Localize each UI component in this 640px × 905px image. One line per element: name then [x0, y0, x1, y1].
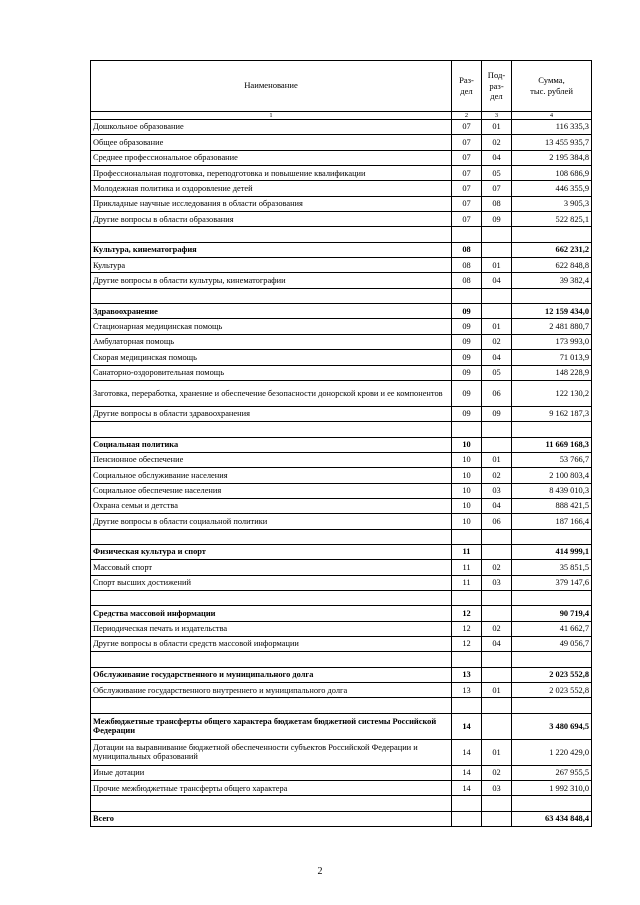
- row-subsection-cell: [482, 304, 512, 319]
- spacer-row: [91, 227, 592, 242]
- empty-cell: [512, 796, 592, 811]
- row-sum-cell: 187 166,4: [512, 514, 592, 529]
- row-sum-cell: 8 439 010,3: [512, 483, 592, 498]
- row-section-cell: 09: [452, 334, 482, 349]
- row-name-cell: Прикладные научные исследования в области образования: [91, 196, 452, 211]
- row-subsection-cell: 02: [482, 621, 512, 636]
- table-body: [91, 120, 592, 827]
- empty-cell: [512, 698, 592, 713]
- table-row: [91, 781, 592, 796]
- row-name-cell: Скорая медицинская помощь: [91, 350, 452, 365]
- row-subsection-cell: [482, 811, 512, 826]
- table-row: [91, 739, 592, 765]
- row-name-cell: Профессиональная подготовка, переподготовка и повышение квалификации: [91, 166, 452, 181]
- row-section-cell: 08: [452, 273, 482, 288]
- column-header-name: Наименование: [91, 61, 452, 112]
- column-number: 4: [512, 112, 592, 120]
- column-number: 3: [482, 112, 512, 120]
- empty-cell: [91, 288, 452, 303]
- row-sum-cell: 41 662,7: [512, 621, 592, 636]
- row-sum-cell: 888 421,5: [512, 498, 592, 513]
- row-sum-cell: 446 355,9: [512, 181, 592, 196]
- table-row: [91, 350, 592, 365]
- table-row: [91, 273, 592, 288]
- table-row: [91, 334, 592, 349]
- row-subsection-cell: 02: [482, 560, 512, 575]
- row-section-cell: 10: [452, 498, 482, 513]
- row-section-cell: 08: [452, 242, 482, 257]
- row-section-cell: 10: [452, 483, 482, 498]
- table-row: [91, 575, 592, 590]
- row-subsection-cell: [482, 667, 512, 682]
- spacer-row: [91, 796, 592, 811]
- row-name-cell: Здравоохранение: [91, 304, 452, 319]
- table-row: [91, 196, 592, 211]
- empty-cell: [91, 698, 452, 713]
- row-sum-cell: 53 766,7: [512, 452, 592, 467]
- empty-cell: [452, 422, 482, 437]
- empty-cell: [482, 227, 512, 242]
- row-section-cell: 10: [452, 437, 482, 452]
- table-row: [91, 181, 592, 196]
- spacer-row: [91, 422, 592, 437]
- row-sum-cell: 9 162 187,3: [512, 406, 592, 421]
- row-name-cell: Стационарная медицинская помощь: [91, 319, 452, 334]
- row-subsection-cell: [482, 242, 512, 257]
- spacer-row: [91, 288, 592, 303]
- empty-cell: [512, 227, 592, 242]
- row-name-cell: Другие вопросы в области культуры, кинематографии: [91, 273, 452, 288]
- row-subsection-cell: 05: [482, 365, 512, 380]
- empty-cell: [482, 288, 512, 303]
- row-section-cell: 14: [452, 713, 482, 739]
- column-header-section-line2: дел: [460, 86, 473, 96]
- row-subsection-cell: 01: [482, 258, 512, 273]
- column-header-section-line1: Раз-: [459, 75, 474, 86]
- row-sum-cell: 1 220 429,0: [512, 739, 592, 765]
- row-name-cell: Молодежная политика и оздоровление детей: [91, 181, 452, 196]
- empty-cell: [512, 590, 592, 605]
- row-section-cell: 12: [452, 637, 482, 652]
- empty-cell: [452, 652, 482, 667]
- row-sum-cell: 267 955,5: [512, 765, 592, 780]
- row-subsection-cell: 02: [482, 468, 512, 483]
- row-name-cell: Социальная политика: [91, 437, 452, 452]
- row-sum-cell: 63 434 848,4: [512, 811, 592, 826]
- empty-cell: [452, 288, 482, 303]
- empty-cell: [482, 529, 512, 544]
- table-row: [91, 498, 592, 513]
- row-section-cell: 14: [452, 739, 482, 765]
- row-sum-cell: 2 023 552,8: [512, 667, 592, 682]
- row-section-cell: 10: [452, 468, 482, 483]
- row-sum-cell: 2 195 384,8: [512, 150, 592, 165]
- row-subsection-cell: 04: [482, 498, 512, 513]
- row-subsection-cell: 01: [482, 739, 512, 765]
- empty-cell: [482, 796, 512, 811]
- row-section-cell: 07: [452, 135, 482, 150]
- row-sum-cell: 13 455 935,7: [512, 135, 592, 150]
- empty-cell: [91, 422, 452, 437]
- row-sum-cell: 2 023 552,8: [512, 683, 592, 698]
- table-row: [91, 560, 592, 575]
- section-total-row: [91, 667, 592, 682]
- table-row: [91, 150, 592, 165]
- row-subsection-cell: 04: [482, 350, 512, 365]
- row-sum-cell: 90 719,4: [512, 606, 592, 621]
- row-section-cell: 12: [452, 606, 482, 621]
- table-row: [91, 452, 592, 467]
- row-name-cell: Другие вопросы в области социальной политики: [91, 514, 452, 529]
- table-row: [91, 258, 592, 273]
- table-row: [91, 135, 592, 150]
- row-subsection-cell: 01: [482, 683, 512, 698]
- table-header-row: [91, 61, 592, 112]
- row-section-cell: 09: [452, 406, 482, 421]
- empty-cell: [91, 652, 452, 667]
- row-subsection-cell: 05: [482, 166, 512, 181]
- row-sum-cell: 116 335,3: [512, 120, 592, 135]
- column-number: 2: [452, 112, 482, 120]
- row-name-cell: Другие вопросы в области образования: [91, 212, 452, 227]
- section-total-row: [91, 544, 592, 559]
- row-sum-cell: 11 669 168,3: [512, 437, 592, 452]
- row-section-cell: 07: [452, 150, 482, 165]
- row-sum-cell: 3 480 694,5: [512, 713, 592, 739]
- row-section-cell: 10: [452, 452, 482, 467]
- table-row: [91, 212, 592, 227]
- row-section-cell: 07: [452, 212, 482, 227]
- empty-cell: [452, 796, 482, 811]
- table-row: [91, 365, 592, 380]
- spacer-row: [91, 529, 592, 544]
- column-header-subsection-line1: Под-: [487, 69, 506, 80]
- row-sum-cell: 2 481 880,7: [512, 319, 592, 334]
- column-number: 1: [91, 112, 452, 120]
- section-total-row: [91, 713, 592, 739]
- row-subsection-cell: [482, 437, 512, 452]
- section-total-row: [91, 304, 592, 319]
- row-name-cell: Заготовка, переработка, хранение и обеспечение безопасности донорской крови и ее компонентов: [91, 380, 452, 406]
- table-row: [91, 621, 592, 636]
- row-name-cell: Охрана семьи и детства: [91, 498, 452, 513]
- row-name-cell: Дотации на выравнивание бюджетной обеспеченности субъектов Российской Федерации и муниципальных образований: [91, 739, 452, 765]
- row-subsection-cell: 01: [482, 452, 512, 467]
- table-row: [91, 319, 592, 334]
- row-name-cell: Культура: [91, 258, 452, 273]
- page-number: 2: [317, 866, 323, 877]
- row-name-cell: Другие вопросы в области здравоохранения: [91, 406, 452, 421]
- table-row: [91, 120, 592, 135]
- row-section-cell: 13: [452, 683, 482, 698]
- row-name-cell: Межбюджетные трансферты общего характера бюджетам бюджетной системы Российской Федерации: [91, 713, 452, 739]
- row-section-cell: 11: [452, 575, 482, 590]
- row-section-cell: [452, 811, 482, 826]
- row-name-cell: Дошкольное образование: [91, 120, 452, 135]
- row-section-cell: 08: [452, 258, 482, 273]
- row-subsection-cell: 03: [482, 575, 512, 590]
- row-name-cell: Пенсионное обеспечение: [91, 452, 452, 467]
- section-total-row: [91, 811, 592, 826]
- empty-cell: [91, 227, 452, 242]
- row-name-cell: Прочие межбюджетные трансферты общего характера: [91, 781, 452, 796]
- row-subsection-cell: 09: [482, 406, 512, 421]
- empty-cell: [512, 422, 592, 437]
- table-row: [91, 637, 592, 652]
- row-name-cell: Другие вопросы в области средств массовой информации: [91, 637, 452, 652]
- row-name-cell: Социальное обслуживание населения: [91, 468, 452, 483]
- row-subsection-cell: 04: [482, 637, 512, 652]
- row-section-cell: 07: [452, 196, 482, 211]
- row-section-cell: 10: [452, 514, 482, 529]
- spacer-row: [91, 590, 592, 605]
- empty-cell: [452, 227, 482, 242]
- row-section-cell: 07: [452, 181, 482, 196]
- spacer-row: [91, 652, 592, 667]
- empty-cell: [91, 529, 452, 544]
- row-name-cell: Всего: [91, 811, 452, 826]
- row-section-cell: 14: [452, 765, 482, 780]
- row-name-cell: Общее образование: [91, 135, 452, 150]
- column-header-subsection: [482, 61, 512, 112]
- table-row: [91, 166, 592, 181]
- row-name-cell: Среднее профессиональное образование: [91, 150, 452, 165]
- row-sum-cell: 3 905,3: [512, 196, 592, 211]
- row-section-cell: 07: [452, 120, 482, 135]
- row-name-cell: Периодическая печать и издательства: [91, 621, 452, 636]
- row-subsection-cell: 04: [482, 150, 512, 165]
- section-total-row: [91, 437, 592, 452]
- row-sum-cell: 108 686,9: [512, 166, 592, 181]
- row-subsection-cell: 02: [482, 765, 512, 780]
- row-subsection-cell: [482, 544, 512, 559]
- row-sum-cell: 35 851,5: [512, 560, 592, 575]
- table-row: [91, 683, 592, 698]
- row-section-cell: 11: [452, 544, 482, 559]
- row-name-cell: Иные дотации: [91, 765, 452, 780]
- row-sum-cell: 49 056,7: [512, 637, 592, 652]
- row-section-cell: 09: [452, 365, 482, 380]
- column-header-sum: [512, 61, 592, 112]
- row-sum-cell: 71 013,9: [512, 350, 592, 365]
- row-sum-cell: 122 130,2: [512, 380, 592, 406]
- row-name-cell: Средства массовой информации: [91, 606, 452, 621]
- row-section-cell: 07: [452, 166, 482, 181]
- empty-cell: [512, 652, 592, 667]
- row-sum-cell: 379 147,6: [512, 575, 592, 590]
- row-name-cell: Обслуживание государственного внутреннего и муниципального долга: [91, 683, 452, 698]
- row-sum-cell: 2 100 803,4: [512, 468, 592, 483]
- table-row: [91, 468, 592, 483]
- row-section-cell: 13: [452, 667, 482, 682]
- empty-cell: [452, 698, 482, 713]
- row-sum-cell: 173 993,0: [512, 334, 592, 349]
- section-total-row: [91, 606, 592, 621]
- column-header-subsection-line2: раз-: [489, 80, 504, 91]
- row-sum-cell: 622 848,8: [512, 258, 592, 273]
- empty-cell: [482, 652, 512, 667]
- row-section-cell: 09: [452, 350, 482, 365]
- row-name-cell: Спорт высших достижений: [91, 575, 452, 590]
- section-total-row: [91, 242, 592, 257]
- row-subsection-cell: [482, 713, 512, 739]
- empty-cell: [512, 288, 592, 303]
- row-sum-cell: 12 159 434,0: [512, 304, 592, 319]
- column-number-row: [91, 112, 592, 120]
- budget-table: [90, 60, 592, 827]
- table-row: [91, 380, 592, 406]
- row-sum-cell: 522 825,1: [512, 212, 592, 227]
- row-name-cell: Культура, кинематография: [91, 242, 452, 257]
- row-subsection-cell: 03: [482, 483, 512, 498]
- empty-cell: [482, 698, 512, 713]
- row-name-cell: Социальное обеспечение населения: [91, 483, 452, 498]
- row-subsection-cell: [482, 606, 512, 621]
- row-sum-cell: 148 228,9: [512, 365, 592, 380]
- empty-cell: [91, 796, 452, 811]
- row-subsection-cell: 06: [482, 514, 512, 529]
- row-name-cell: Физическая культура и спорт: [91, 544, 452, 559]
- row-subsection-cell: 07: [482, 181, 512, 196]
- column-header-section: [452, 61, 482, 112]
- row-subsection-cell: 08: [482, 196, 512, 211]
- row-name-cell: Санаторно-оздоровительная помощь: [91, 365, 452, 380]
- row-name-cell: Обслуживание государственного и муниципального долга: [91, 667, 452, 682]
- empty-cell: [452, 590, 482, 605]
- row-sum-cell: 414 999,1: [512, 544, 592, 559]
- column-header-sum-line2: тыс. рублей: [530, 86, 573, 96]
- empty-cell: [452, 529, 482, 544]
- table-row: [91, 406, 592, 421]
- row-section-cell: 12: [452, 621, 482, 636]
- table-row: [91, 514, 592, 529]
- empty-cell: [482, 422, 512, 437]
- row-name-cell: Массовый спорт: [91, 560, 452, 575]
- empty-cell: [512, 529, 592, 544]
- empty-cell: [482, 590, 512, 605]
- row-sum-cell: 662 231,2: [512, 242, 592, 257]
- row-subsection-cell: 03: [482, 781, 512, 796]
- row-subsection-cell: 09: [482, 212, 512, 227]
- row-sum-cell: 39 382,4: [512, 273, 592, 288]
- table-row: [91, 765, 592, 780]
- row-subsection-cell: 02: [482, 135, 512, 150]
- row-name-cell: Амбулаторная помощь: [91, 334, 452, 349]
- row-subsection-cell: 04: [482, 273, 512, 288]
- row-subsection-cell: 01: [482, 319, 512, 334]
- row-section-cell: 09: [452, 319, 482, 334]
- row-section-cell: 09: [452, 304, 482, 319]
- row-subsection-cell: 01: [482, 120, 512, 135]
- column-header-subsection-line3: дел: [490, 91, 503, 102]
- row-sum-cell: 1 992 310,0: [512, 781, 592, 796]
- column-header-sum-line1: Сумма,: [538, 75, 565, 86]
- row-section-cell: 09: [452, 380, 482, 406]
- empty-cell: [91, 590, 452, 605]
- row-subsection-cell: 06: [482, 380, 512, 406]
- spacer-row: [91, 698, 592, 713]
- row-section-cell: 14: [452, 781, 482, 796]
- row-section-cell: 11: [452, 560, 482, 575]
- row-subsection-cell: 02: [482, 334, 512, 349]
- table-row: [91, 483, 592, 498]
